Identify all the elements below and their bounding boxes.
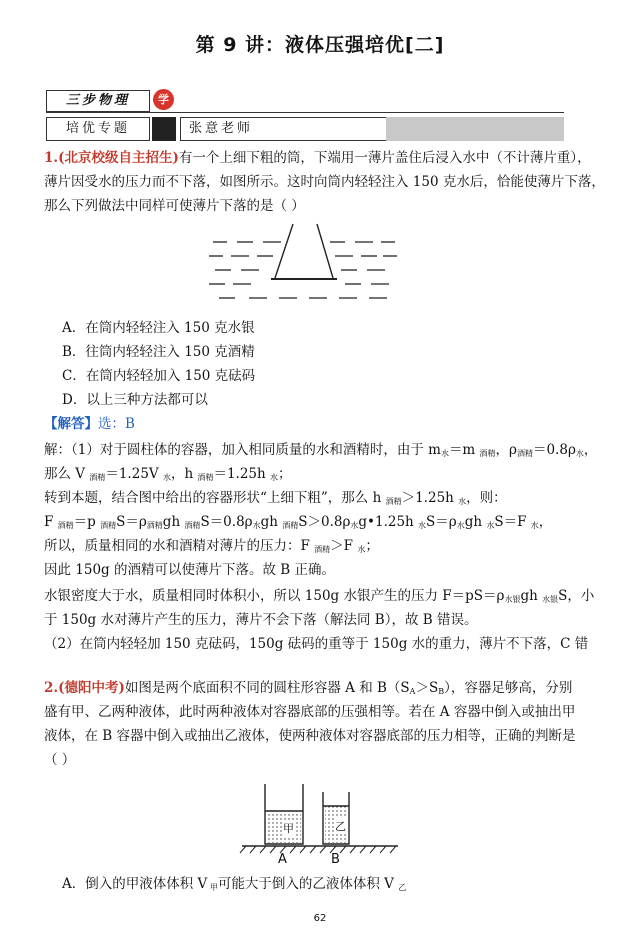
q2-source: 2.(德阳中考): [44, 680, 125, 696]
q2-stem-line3: 液体，在 B 容器中倒入或抽出乙液体，使两种液体对容器底部的压力相等，正确的判断是: [44, 728, 576, 744]
solution-line3: 转到本题，结合图中给出的容器形状“上细下粗”，那么 h $_{酒精}$＞1.25h $_水$，则：: [44, 490, 507, 506]
solution-line2: 那么 V $_{酒精}$＝1.25V $_水$，h $_{酒精}$＝1.25h $_水$；: [44, 466, 292, 482]
q1-answer: 【解答】选：B: [44, 416, 135, 432]
q1-option-c: C．在筒内轻轻加入 150 克砝码: [62, 368, 256, 384]
q2-stem-line4: （ ）: [44, 752, 76, 768]
q1-source: 1.(北京校级自主招生): [44, 150, 179, 166]
solution-line7: 水银密度大于水，质量相同时体积小，所以 150g 水银产生的压力 $F=pS=\rho_{水银}gh$ $_{水银}$S，小: [44, 588, 595, 604]
q1-option-b: B．往筒内轻轻注入 150 克酒精: [62, 344, 255, 360]
black-square: [152, 117, 176, 141]
q1-stem-line3: 那么下列做法中同样可使薄片下落的是（ ）: [44, 198, 305, 214]
q1-stem-line2: 薄片因受水的压力而不下落，如图所示。这时向筒内轻轻注入 150 克水后，恰能使薄片下落，: [44, 174, 605, 190]
solution-line1: 解：（1）对于圆柱体的容器，加入相同质量的水和酒精时，由于 $m_水=m$ $_{酒精}$，$\rho_{酒精}=0.8\rho_水$，: [44, 442, 598, 458]
solution-line9: （2）在筒内轻轻加 150 克砝码，150g 砝码的重等于 150g 水的重力，薄片不下落，C 错: [44, 636, 589, 652]
banner-line: [46, 112, 564, 113]
gray-bar: [386, 117, 564, 141]
q1-option-a: A．在筒内轻轻注入 150 克水银: [62, 320, 255, 336]
page-number: 62: [313, 913, 327, 924]
brand-box: 三步物理: [46, 90, 150, 112]
label-box: 培优专题: [46, 117, 150, 141]
label-a: A: [278, 852, 287, 867]
q1-figure: [205, 222, 400, 306]
q1-option-d: D．以上三种方法都可以: [62, 392, 208, 408]
label-b: B: [331, 852, 340, 867]
teacher-box: 张意老师: [180, 117, 390, 141]
solution-line5: 所以，质量相同的水和酒精对薄片的压力：F $_{酒精}$＞F $_水$；: [44, 538, 379, 554]
solution-line4: F $_{酒精}$＝p $_{酒精}S=\rho_{酒精}gh$ $_{酒精}S=0.8\rho_水gh$ $_{酒精}S>0.8\rho_水g•1.25h$ $_水S=\rho_水gh$ $_水$S＝F $_水$，: [44, 514, 553, 530]
page-title: 第 9 讲：液体压强培优[二]: [195, 34, 445, 56]
logo-badge-icon: 学: [153, 89, 174, 110]
q1-stem-line1: 1.(北京校级自主招生)有一个上细下粗的筒，下端用一薄片盖住后浸入水中（不计薄片重），: [44, 150, 591, 166]
q2-figure: [236, 778, 404, 868]
q2-stem-line2: 盛有甲、乙两种液体，此时两种液体对容器底部的压强相等。若在 A 容器中倒入或抽出甲: [44, 704, 576, 720]
solution-line6: 因此 150g 的酒精可以使薄片下落。故 B 正确。: [44, 562, 335, 578]
label-yi: 乙: [335, 820, 346, 833]
q2-stem-line1: 2.(德阳中考)如图是两个底面积不同的圆柱形容器 A 和 $B(S_A>S_B)$，容器足够高，分别: [44, 680, 573, 696]
solution-line8: 于 150g 水对薄片产生的压力，薄片不会下落（解法同 B），故 B 错误。: [44, 612, 478, 628]
label-jia: 甲: [283, 822, 294, 835]
q2-option-a: A．倒入的甲液体体积 V $_甲$可能大于倒入的乙液体体积 V $_乙$: [62, 876, 407, 892]
